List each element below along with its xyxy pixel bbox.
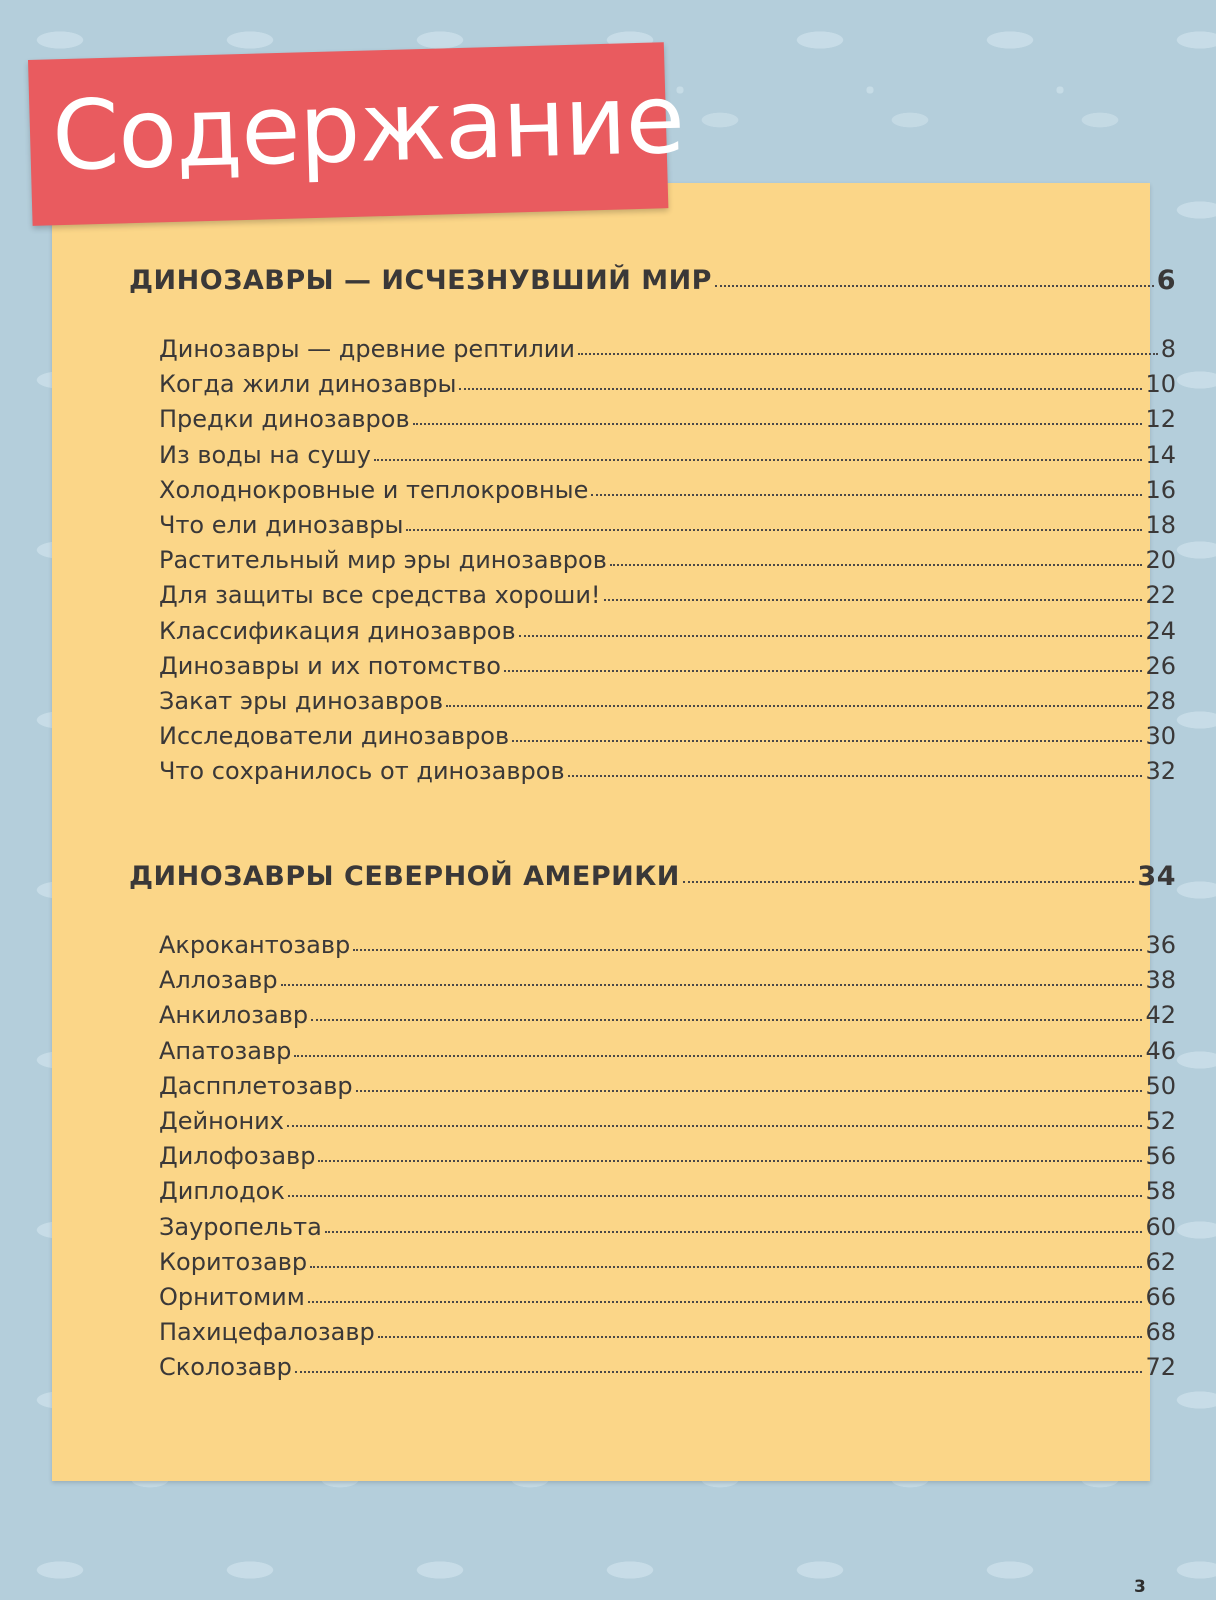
- toc-entry[interactable]: [159, 1213, 1176, 1241]
- dot-leader: [504, 668, 1143, 672]
- toc-entry-label: Закат эры динозавров: [159, 687, 444, 715]
- toc-entry-page: 14: [1145, 440, 1176, 469]
- toc-entry-page: 72: [1145, 1353, 1176, 1382]
- dot-leader: [512, 738, 1142, 742]
- toc-entry-label: Коритозавр: [159, 1247, 308, 1276]
- toc-entry-label: Пахицефалозавр: [159, 1318, 375, 1347]
- toc-entry-page: 60: [1145, 1212, 1176, 1241]
- toc-entry[interactable]: [159, 476, 1176, 504]
- toc-entry[interactable]: [159, 335, 1176, 363]
- toc-entry-page: 56: [1145, 1142, 1176, 1171]
- toc-entry[interactable]: [159, 652, 1176, 680]
- dot-leader: [413, 421, 1143, 425]
- toc-entry[interactable]: [159, 370, 1176, 398]
- dot-leader: [519, 633, 1143, 637]
- dot-leader: [610, 562, 1143, 566]
- toc-entry[interactable]: [159, 511, 1176, 539]
- dot-leader: [311, 1017, 1142, 1021]
- toc-entry[interactable]: [159, 1107, 1176, 1135]
- dot-leader: [683, 879, 1135, 883]
- toc-entry-label: Дилофозавр: [159, 1142, 316, 1171]
- toc-entry-label: Динозавры и их потомство: [159, 651, 501, 680]
- toc-entry-label: Орнитомим: [159, 1283, 305, 1311]
- toc-entry-label: Когда жили динозавры: [159, 370, 457, 399]
- toc-entry-label: Классификация динозавров: [159, 616, 516, 645]
- toc-entry-page: 16: [1145, 475, 1176, 504]
- dot-leader: [578, 351, 1158, 355]
- toc-entry[interactable]: [159, 687, 1176, 715]
- dot-leader: [715, 283, 1154, 287]
- dot-leader: [356, 1088, 1143, 1092]
- dot-leader: [459, 386, 1142, 390]
- dot-leader: [378, 1334, 1143, 1338]
- toc-section-page: 34: [1137, 861, 1176, 892]
- toc-entry-page: 68: [1145, 1318, 1176, 1347]
- toc-entry-label: Диплодок: [159, 1177, 285, 1206]
- toc-entry-label: Холоднокровные и теплокровные: [159, 475, 589, 504]
- toc-entry-label: Сколозавр: [159, 1353, 292, 1382]
- toc-entry-label: Для защиты все средства хороши!: [159, 581, 601, 610]
- toc-section-heading[interactable]: [129, 861, 1176, 892]
- toc-entry[interactable]: [159, 722, 1176, 750]
- toc-entry[interactable]: [159, 966, 1176, 994]
- toc-entry[interactable]: [159, 757, 1176, 785]
- toc-entry[interactable]: [159, 1177, 1176, 1205]
- toc-entry-page: 46: [1145, 1036, 1176, 1065]
- toc-entry[interactable]: [159, 1072, 1176, 1100]
- toc-entry[interactable]: [159, 1142, 1176, 1170]
- toc-entry-page: 50: [1145, 1071, 1176, 1100]
- dot-leader: [591, 492, 1142, 496]
- toc-entry[interactable]: [159, 1283, 1176, 1311]
- toc-entry-label: Из воды на сушу: [159, 440, 371, 469]
- toc-section-title: ДИНОЗАВРЫ СЕВЕРНОЙ АМЕРИКИ: [129, 861, 680, 892]
- toc-entry-page: 8: [1160, 335, 1176, 363]
- toc-entry[interactable]: [159, 1037, 1176, 1065]
- toc-entry-page: 24: [1145, 616, 1176, 645]
- toc-entry[interactable]: [159, 1248, 1176, 1276]
- toc-entry-label: Динозавры — древние рептилии: [159, 335, 576, 363]
- toc-entry[interactable]: [159, 405, 1176, 433]
- toc-entry-label: Что ели динозавры: [159, 511, 404, 539]
- toc-section-page: 6: [1156, 265, 1176, 296]
- page-title: Содержание: [50, 62, 686, 193]
- toc-entry-page: 66: [1145, 1283, 1176, 1311]
- toc-entry[interactable]: [159, 617, 1176, 645]
- toc-section-title: ДИНОЗАВРЫ — ИСЧЕЗНУВШИЙ МИР: [129, 265, 712, 296]
- toc-entry-page: 28: [1145, 687, 1176, 715]
- toc-panel: [52, 183, 1176, 1481]
- toc-entry-label: Что сохранилось от динозавров: [159, 757, 565, 786]
- toc-entry[interactable]: [159, 1353, 1176, 1381]
- toc-entry-label: Растительный мир эры динозавров: [159, 546, 607, 575]
- toc-entry-page: 62: [1145, 1247, 1176, 1276]
- toc-entry-label: Акрокантозавр: [159, 931, 351, 959]
- toc-entry[interactable]: [159, 546, 1176, 574]
- toc-entry-page: 10: [1145, 370, 1176, 399]
- dot-leader: [446, 703, 1142, 707]
- toc-entry-label: Апатозавр: [159, 1036, 292, 1065]
- toc-entry-page: 58: [1145, 1177, 1176, 1206]
- toc-entry-label: Анкилозавр: [159, 1001, 309, 1030]
- dot-leader: [353, 947, 1142, 951]
- toc-entry-label: Предки динозавров: [159, 405, 410, 434]
- dot-leader: [568, 773, 1143, 777]
- page-number: 3: [1134, 1577, 1146, 1597]
- toc-entry-label: Зауропельта: [159, 1212, 322, 1241]
- dot-leader: [308, 1299, 1143, 1303]
- dot-leader: [294, 1053, 1142, 1057]
- toc-entry-page: 18: [1145, 511, 1176, 539]
- dot-leader: [287, 1123, 1142, 1127]
- dot-leader: [310, 1264, 1142, 1268]
- dot-leader: [318, 1158, 1142, 1162]
- toc-entry-page: 36: [1145, 931, 1176, 959]
- toc-entry-label: Аллозавр: [159, 966, 278, 995]
- toc-entry[interactable]: [159, 1001, 1176, 1029]
- dot-leader: [281, 982, 1143, 986]
- toc-entry[interactable]: [159, 1318, 1176, 1346]
- toc-entry[interactable]: [159, 441, 1176, 469]
- dot-leader: [374, 457, 1143, 461]
- toc-entry-page: 32: [1145, 757, 1176, 786]
- toc-entry-label: Даспплетозавр: [159, 1071, 353, 1100]
- toc-entry-page: 42: [1145, 1001, 1176, 1030]
- toc-entry-page: 52: [1145, 1107, 1176, 1135]
- title-banner: [28, 42, 686, 226]
- toc-entry-label: Исследователи динозавров: [159, 722, 510, 751]
- dot-leader: [295, 1369, 1143, 1373]
- dot-leader: [288, 1193, 1143, 1197]
- toc-entry-page: 20: [1145, 546, 1176, 575]
- toc-entry-page: 26: [1145, 651, 1176, 680]
- dot-leader: [325, 1229, 1143, 1233]
- toc-entry-page: 38: [1145, 966, 1176, 995]
- dot-leader: [604, 597, 1143, 601]
- dot-leader: [406, 527, 1142, 531]
- toc-entry[interactable]: [159, 931, 1176, 959]
- toc-list: [52, 183, 1176, 1481]
- toc-entry-page: 30: [1145, 722, 1176, 751]
- toc-section-heading[interactable]: [129, 265, 1176, 296]
- toc-entry-page: 22: [1145, 581, 1176, 610]
- toc-entry-page: 12: [1145, 405, 1176, 434]
- toc-entry-label: Дейноних: [159, 1107, 284, 1135]
- toc-entry[interactable]: [159, 581, 1176, 609]
